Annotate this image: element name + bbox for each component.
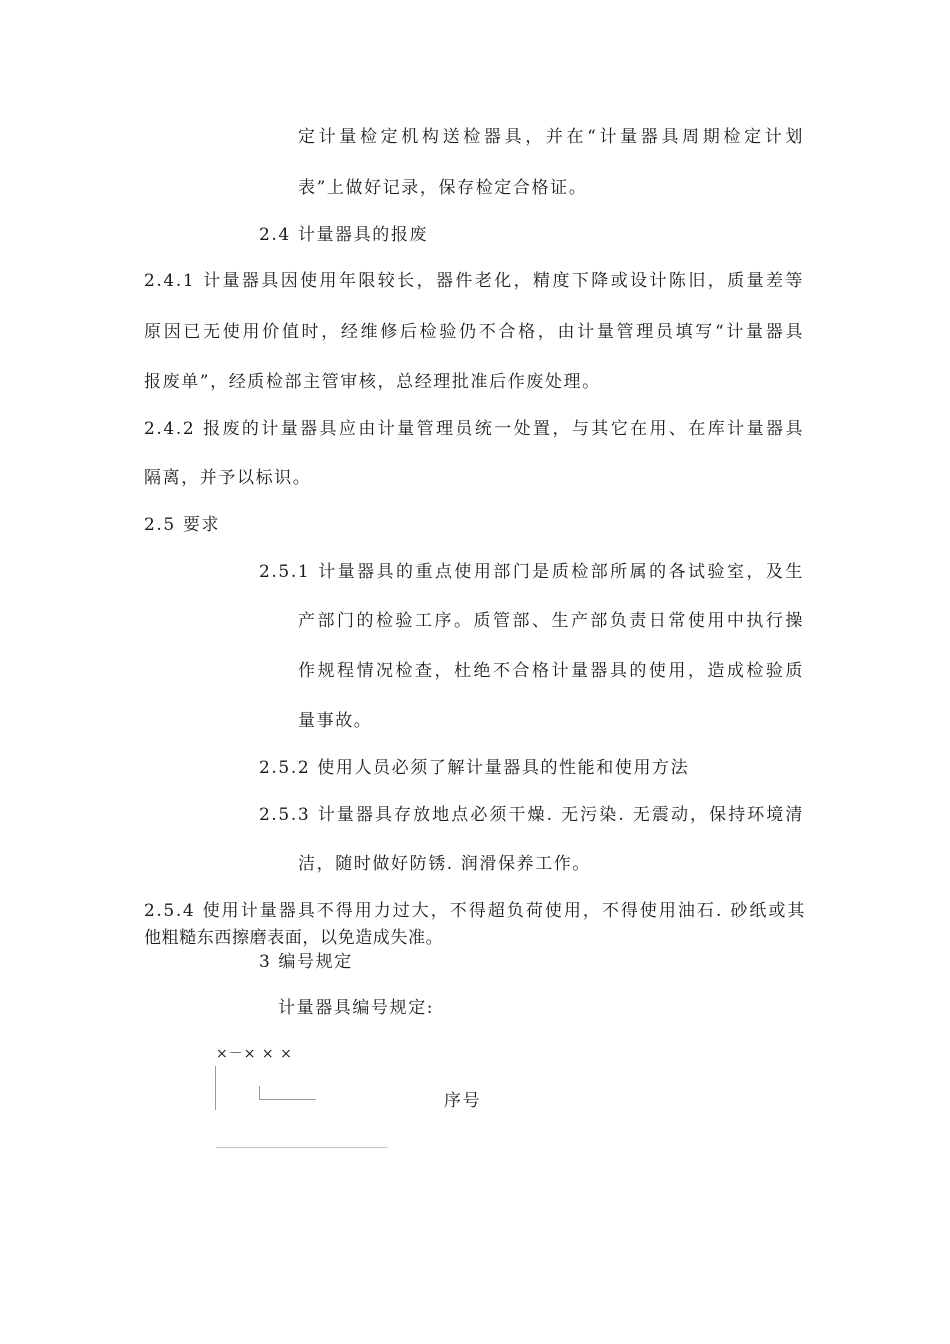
paragraph-line: 2.5.3 计量器具存放地点必须干燥. 无污染. 无震动，保持环境清: [259, 805, 804, 825]
section-heading: 2.5 要求: [144, 515, 221, 535]
paragraph-line: 洁，随时做好防锈. 润滑保养工作。: [298, 854, 592, 874]
paragraph-line: 表”上做好记录，保存检定合格证。: [298, 178, 588, 198]
paragraph-line: 计量器具编号规定:: [278, 998, 435, 1018]
paragraph-line: 2.5.2 使用人员必须了解计量器具的性能和使用方法: [259, 758, 690, 778]
diagram-bottom-line: [216, 1147, 388, 1148]
paragraph-line: 报废单”，经质检部主管审核，总经理批准后作废处理。: [144, 372, 601, 392]
paragraph-line: 定计量检定机构送检器具，并在“计量器具周期检定计划: [298, 127, 804, 147]
section-heading: 3 编号规定: [259, 952, 353, 972]
paragraph-line: 2.4.1 计量器具因使用年限较长，器件老化，精度下降或设计陈旧，质量差等: [144, 271, 804, 291]
paragraph-line: 产部门的检验工序。质管部、生产部负责日常使用中执行操: [298, 611, 804, 631]
paragraph-line: 2.5.1 计量器具的重点使用部门是质检部所属的各试验室，及生: [259, 562, 804, 582]
section-heading: 2.4 计量器具的报废: [259, 225, 429, 245]
paragraph-line: 原因已无使用价值时，经维修后检验仍不合格，由计量管理员填写“计量器具: [144, 322, 804, 342]
paragraph-line: 2.5.4 使用计量器具不得用力过大，不得超负荷使用，不得使用油石. 砂纸或其: [144, 901, 806, 921]
diagram-vertical-line: [215, 1066, 216, 1110]
code-pattern: ×－× × ×: [216, 1046, 293, 1062]
paragraph-line: 作规程情况检查，杜绝不合格计量器具的使用，造成检验质: [298, 661, 804, 681]
serial-label: 序号: [444, 1091, 482, 1111]
paragraph-line: 2.4.2 报废的计量器具应由计量管理员统一处置，与其它在用、在库计量器具: [144, 419, 804, 439]
diagram-bracket-horizontal: [259, 1099, 316, 1100]
paragraph-line: 他粗糙东西擦磨表面，以免造成失准。: [144, 928, 444, 948]
paragraph-line: 隔离，并予以标识。: [144, 468, 312, 488]
paragraph-line: 量事故。: [298, 711, 373, 731]
diagram-bracket-vertical: [259, 1086, 260, 1100]
